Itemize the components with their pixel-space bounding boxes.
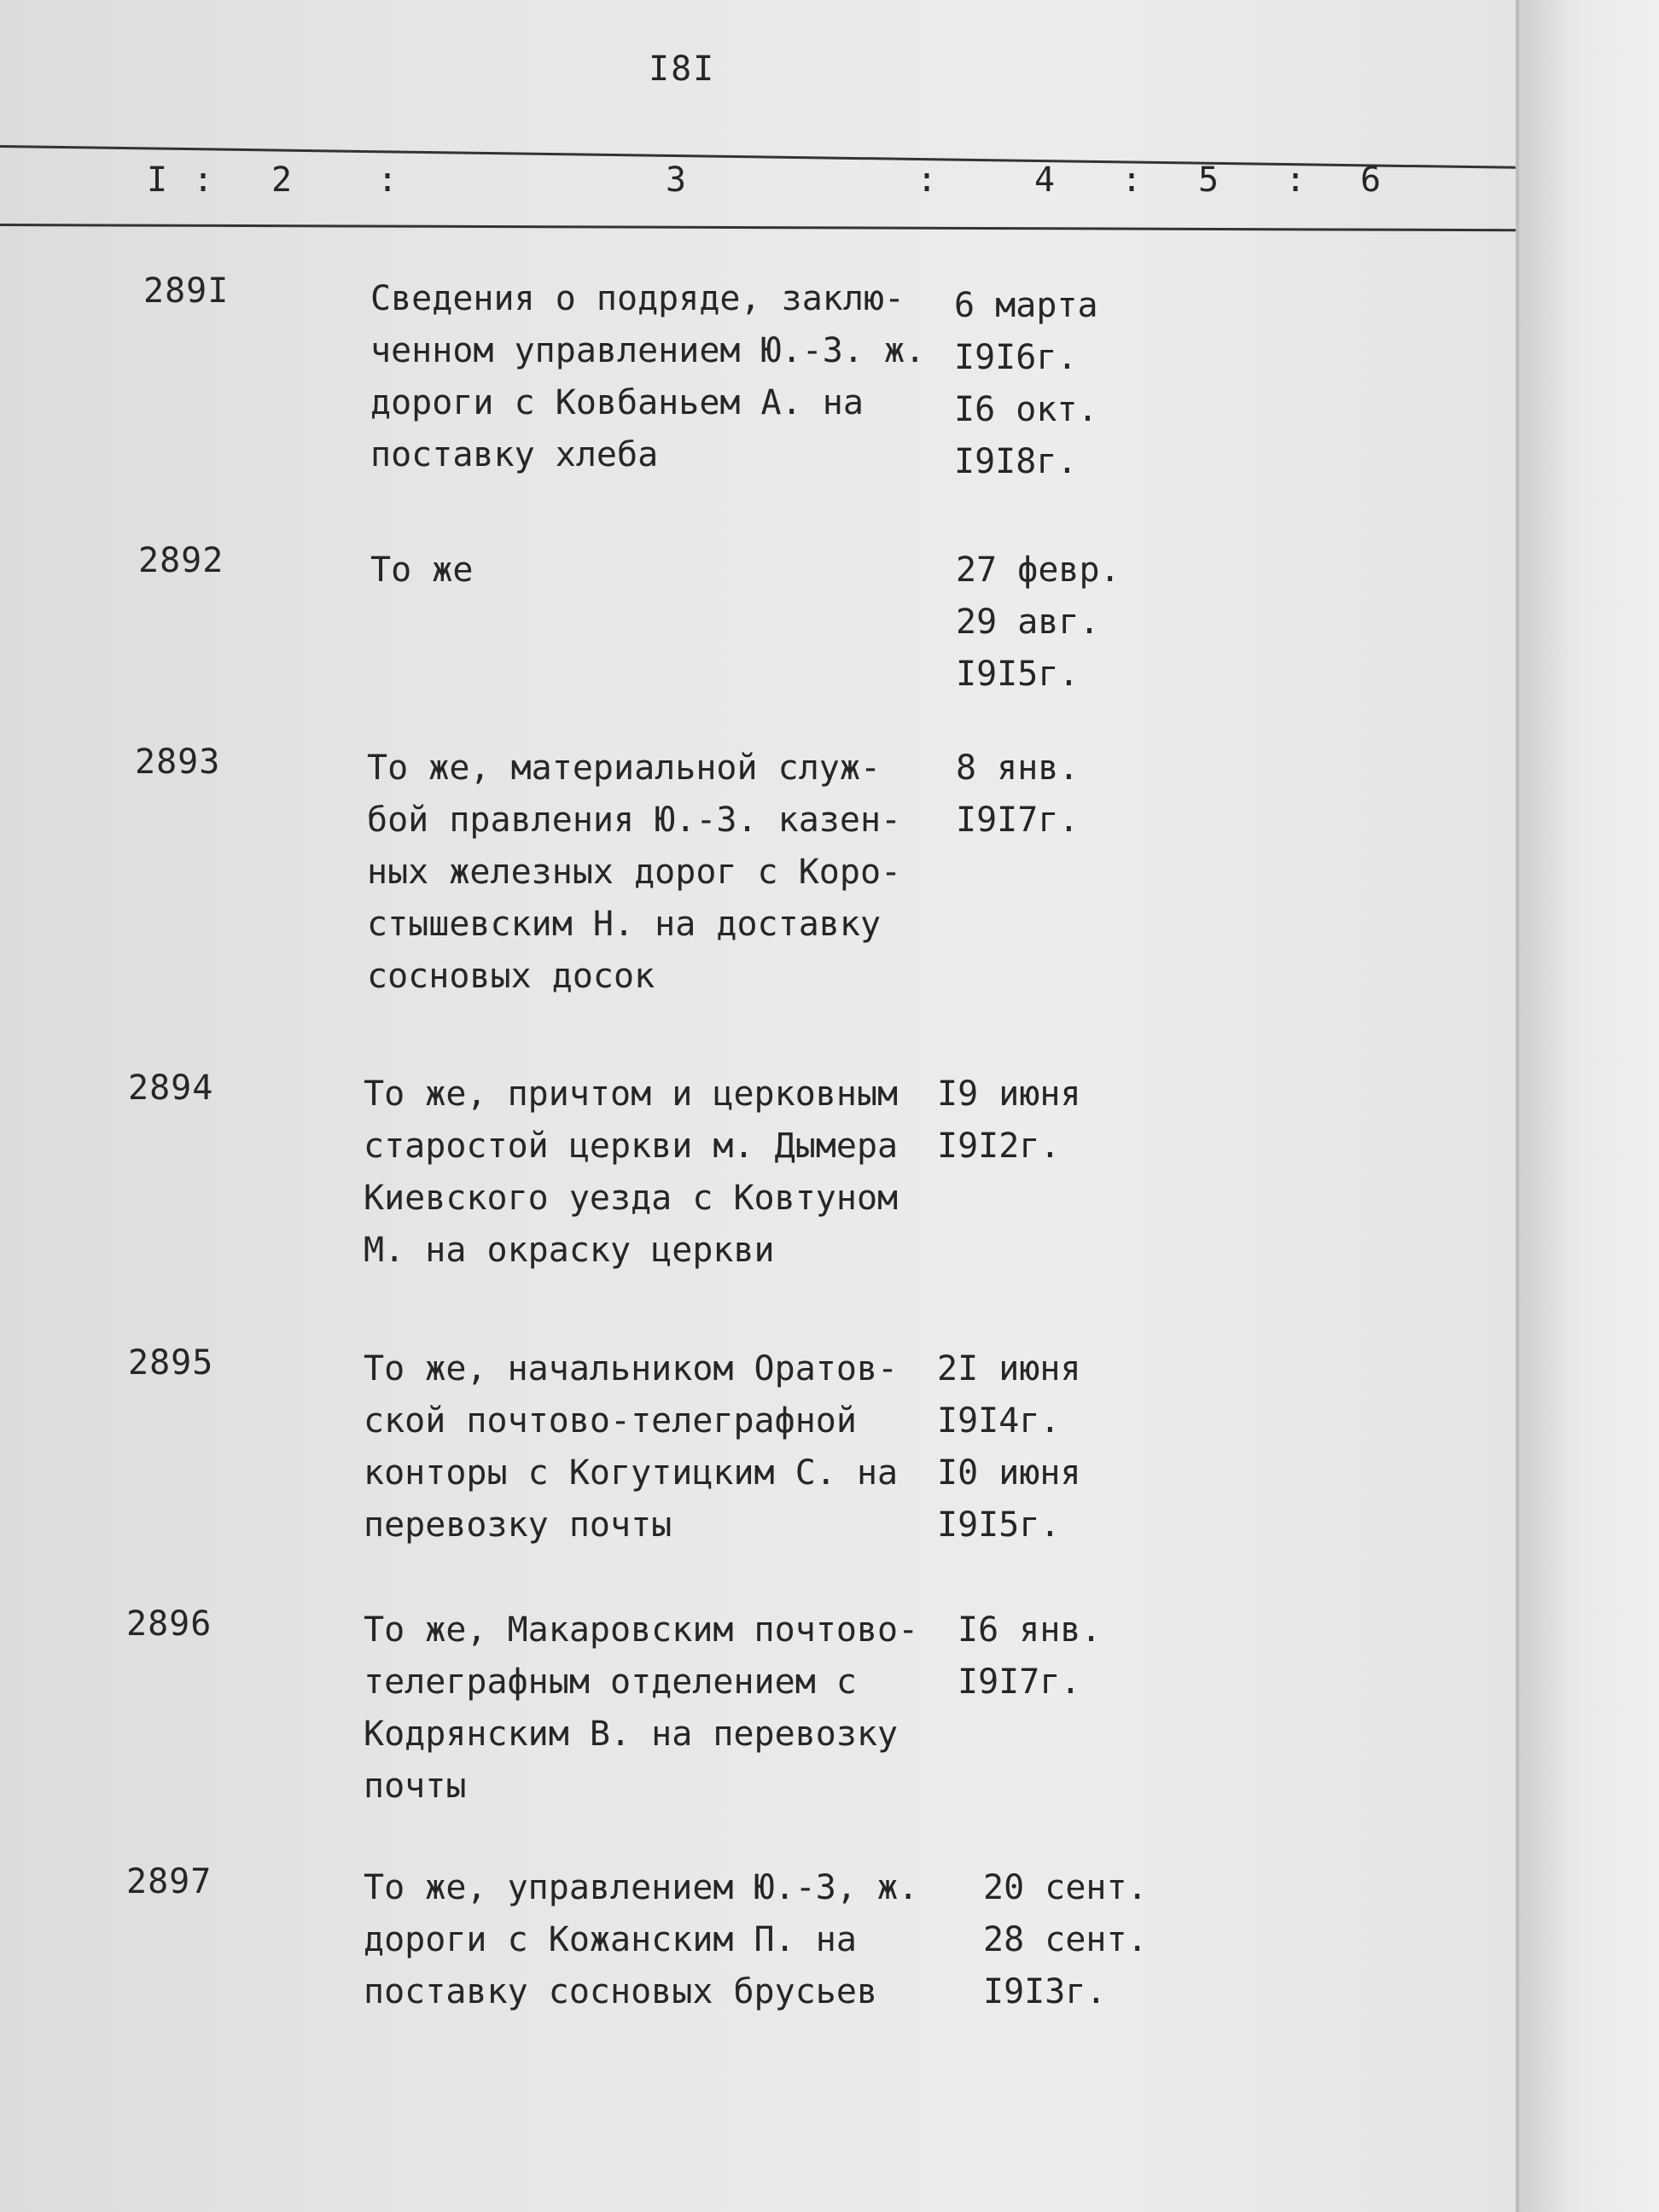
entry-description: То же, материальной служ- бой правления Ю.-З. казен- ных железных дорог с Коро- стышевским Н. на доставку сосновых досок: [367, 748, 902, 996]
column-header-separator: :: [377, 160, 399, 200]
column-header-5: 5: [1198, 160, 1220, 200]
entry-description: То же, Макаровским почтово- телеграфным отделением с Кодрянским В. на перевозку почты: [364, 1610, 919, 1806]
entry-number: 2892: [138, 541, 224, 580]
entry-dates: I6 янв. I9I7г.: [958, 1610, 1102, 1702]
entry-dates: 6 марта I9I6г. I6 окт. I9I8г.: [954, 286, 1098, 481]
page-edge: [1516, 0, 1519, 2212]
column-header-1: I: [147, 160, 168, 200]
entry-dates: 20 сент. 28 сент. I9I3г.: [983, 1868, 1148, 2011]
column-header-2: 2: [271, 160, 293, 200]
entry-description: То же: [370, 550, 474, 590]
entry-number: 2897: [126, 1862, 212, 1901]
column-header-6: 6: [1360, 160, 1382, 200]
entry-dates: 2I июня I9I4г. I0 июня I9I5г.: [937, 1349, 1081, 1545]
entry-number: 2894: [128, 1068, 214, 1108]
page-number: I8I: [649, 49, 716, 89]
entry-dates: 27 февр. 29 авг. I9I5г.: [956, 550, 1121, 694]
column-header-separator: :: [1121, 160, 1143, 200]
header-bottom-rule: [0, 224, 1516, 231]
entry-dates: 8 янв. I9I7г.: [956, 748, 1080, 840]
column-header-separator: :: [917, 160, 938, 200]
entry-number: 2896: [126, 1604, 212, 1644]
underlying-page: [1519, 0, 1659, 2212]
entry-description: Сведения о подряде, заклю- ченном управлением Ю.-З. ж. дороги с Ковбаньем А. на поставку хлеба: [370, 279, 926, 474]
entry-dates: I9 июня I9I2г.: [937, 1074, 1081, 1166]
column-header-3: 3: [666, 160, 687, 200]
column-header-separator: :: [193, 160, 214, 200]
entry-number: 2895: [128, 1343, 214, 1382]
entry-number: 2893: [135, 742, 221, 782]
entry-description: То же, управлением Ю.-З, ж. дороги с Кожанским П. на поставку сосновых брусьев: [364, 1868, 919, 2011]
entry-description: То же, начальником Оратов- ской почтово-телеграфной конторы с Когутицким С. на перевозку почты: [364, 1349, 899, 1545]
column-header-4: 4: [1034, 160, 1056, 200]
entry-description: То же, причтом и церковным старостой церкви м. Дымера Киевского уезда с Ковтуном М. на окраску церкви: [364, 1074, 899, 1270]
entry-number: 289I: [143, 271, 230, 311]
column-header-separator: :: [1285, 160, 1307, 200]
